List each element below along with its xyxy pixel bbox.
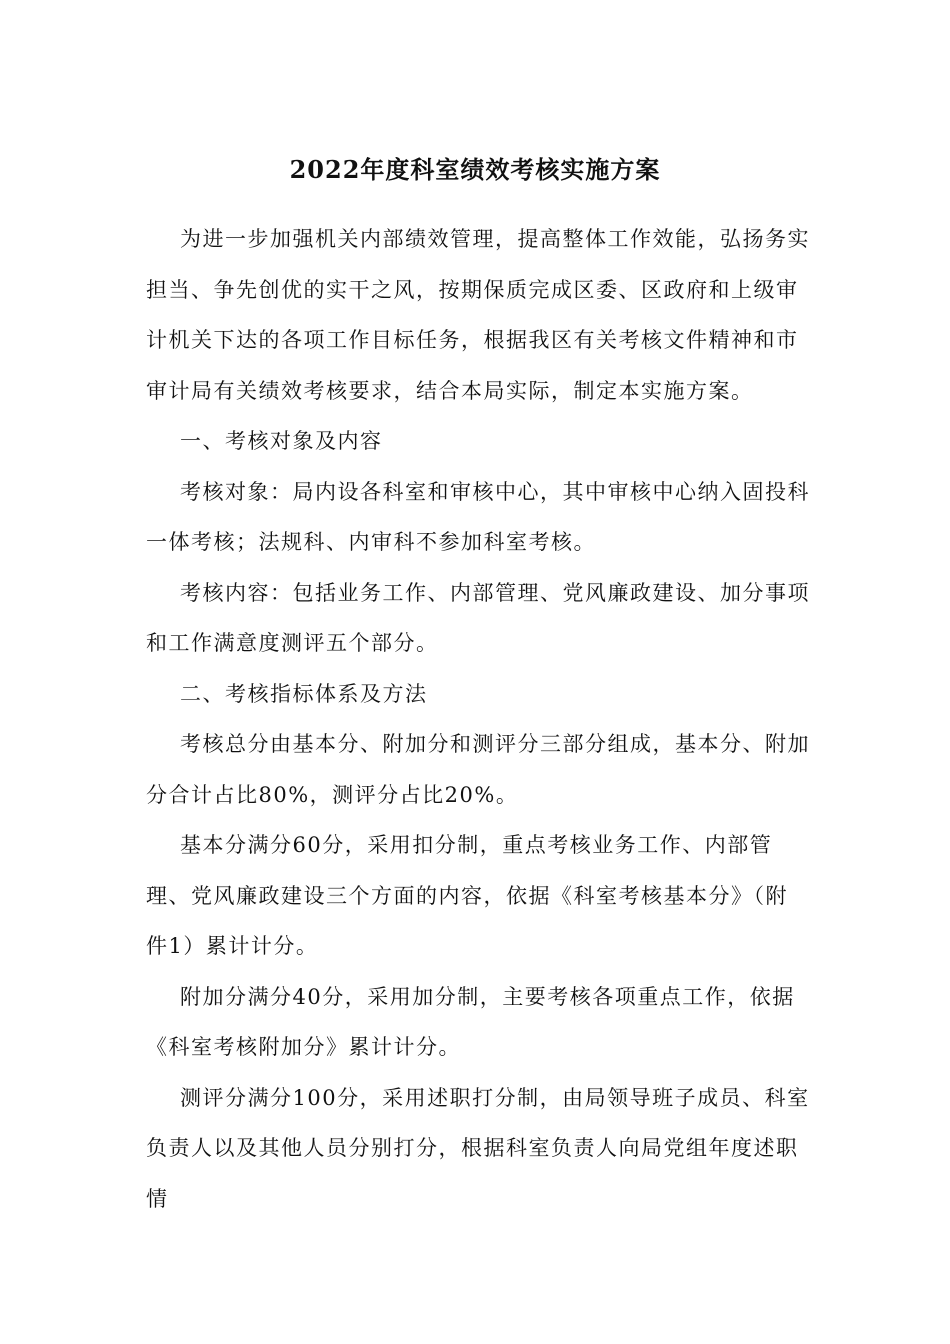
section-heading-1: 一、考核对象及内容 [180,429,383,453]
paragraph-total-score: 考核总分由基本分、附加分和测评分三部分组成，基本分、附加分合计占比80%，测评分占比20%。 [146,732,810,807]
paragraph-evaluation-score: 测评分满分100分，采用述职打分制，由局领导班子成员、科室负责人以及其他人员分别打分，根据科室负责人向局党组年度述职情 [146,1085,810,1211]
paragraph-assessment-targets: 考核对象：局内设各科室和审核中心，其中审核中心纳入固投科一体考核；法规科、内审科不参加科室考核。 [146,479,810,554]
document-title: 2022年度科室绩效考核实施方案 [289,155,661,184]
paragraph-intro: 为进一步加强机关内部绩效管理，提高整体工作效能，弘扬务实担当、争先创优的实干之风，按期保质完成区委、区政府和上级审计机关下达的各项工作目标任务，根据我区有关考核文件精神和市审计局有关绩效考核要求，结合本局实际，制定本实施方案。 [146,227,810,403]
paragraph-basic-score: 基本分满分60分，采用扣分制，重点考核业务工作、内部管理、党风廉政建设三个方面的内容，依据《科室考核基本分》（附件1）累计计分。 [146,833,788,958]
paragraph-bonus-score: 附加分满分40分，采用加分制，主要考核各项重点工作，依据《科室考核附加分》累计计分。 [146,984,795,1059]
section-heading-2: 二、考核指标体系及方法 [180,681,428,706]
document-body [146,214,810,1224]
paragraph-assessment-content: 考核内容：包括业务工作、内部管理、党风廉政建设、加分事项和工作满意度测评五个部分。 [146,580,810,655]
